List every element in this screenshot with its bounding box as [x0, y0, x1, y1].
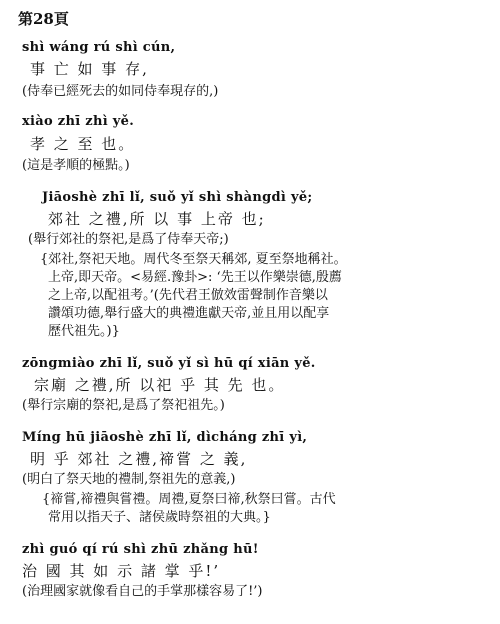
chinese-line: 孝 之 至 也。: [30, 135, 136, 153]
note-line: 上帝,即天帝。<易經.豫卦>: ‘先王以作樂崇德,殷薦: [48, 270, 342, 285]
chinese-line: 郊社 之禮,所 以 事 上帝 也;: [48, 210, 266, 228]
note-line: 之上帝,以配祖考。’(先代君王倣效雷聲制作音樂以: [48, 288, 328, 303]
pinyin-line: Jiāoshè zhī lǐ, suǒ yǐ shì shàngdì yě;: [42, 190, 313, 205]
chinese-line: 明 乎 郊社 之禮,禘嘗 之 義,: [30, 450, 248, 468]
pinyin-line: zhì guó qí rú shì zhū zhǎng hū!: [22, 542, 259, 557]
pinyin-line: shì wáng rú shì cún,: [22, 40, 176, 55]
pinyin-line: xiào zhī zhì yě.: [22, 114, 135, 129]
translation-line: (侍奉已經死去的如同侍奉現存的,): [22, 84, 219, 99]
note-line: {郊社,祭祀天地。周代冬至祭天稱郊, 夏至祭地稱社。: [40, 252, 347, 267]
translation-line: (這是孝順的極點。): [22, 158, 130, 173]
note-line: {禘嘗,禘禮與嘗禮。周禮,夏祭曰禘,秋祭曰嘗。古代: [42, 492, 336, 507]
pinyin-line: zōngmiào zhī lǐ, suǒ yǐ sì hū qí xiān yě.: [22, 356, 316, 371]
translation-line: (治理國家就像看自己的手掌那樣容易了!’): [22, 584, 263, 599]
chinese-line: 宗廟 之禮,所 以祀 乎 其 先 也。: [34, 376, 286, 394]
chinese-line: 治 國 其 如 示 諸 掌 乎!’: [22, 562, 221, 580]
note-line: 常用以指天子、諸侯歲時祭祖的大典。}: [48, 510, 271, 525]
pinyin-line: Míng hū jiāoshè zhī lǐ, dìcháng zhī yì,: [22, 430, 308, 445]
note-line: 讚頌功德,舉行盛大的典禮進獻天帝,並且用以配享: [48, 306, 330, 321]
chinese-line: 事 亡 如 事 存,: [30, 60, 149, 78]
note-line: 歷代祖先。)}: [48, 324, 120, 339]
page-number-label: 第28頁: [18, 10, 69, 28]
translation-line: (舉行郊社的祭祀,是爲了侍奉天帝;): [28, 232, 229, 247]
translation-line: (明白了祭天地的禮制,祭祖先的意義,): [22, 472, 236, 487]
translation-line: (舉行宗廟的祭祀,是爲了祭祀祖先。): [22, 398, 225, 413]
